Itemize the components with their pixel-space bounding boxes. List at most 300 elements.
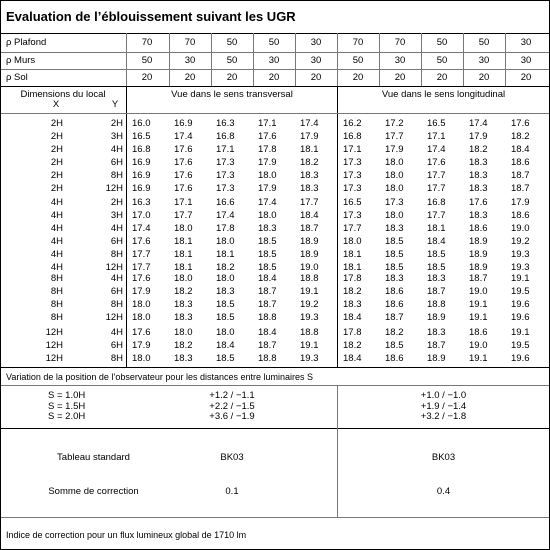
ugr-longitudinal-value: 18.6 — [385, 285, 404, 297]
room-y: 2H — [110, 197, 123, 208]
rho-value: 20 — [226, 72, 238, 83]
ugr-longitudinal-value: 18.2 — [343, 339, 362, 351]
ugr-transversal-value: 17.9 — [300, 130, 319, 142]
ugr-transversal-value: 19.1 — [300, 285, 319, 297]
ugr-longitudinal-value: 17.7 — [427, 182, 446, 194]
ugr-transversal-value: 18.0 — [216, 235, 235, 247]
ugr-transversal-value: 18.1 — [216, 248, 235, 260]
ugr-transversal-value: 18.2 — [174, 339, 193, 351]
ugr-longitudinal-value: 18.9 — [469, 235, 488, 247]
ugr-longitudinal-value: 19.3 — [511, 248, 530, 260]
room-x: 8H — [50, 311, 63, 323]
rho-label: ρ Sol — [6, 72, 28, 83]
divider — [463, 33, 464, 86]
ugr-transversal-value: 17.7 — [300, 197, 319, 208]
ugr-transversal-value: 18.0 — [216, 273, 235, 284]
ugr-longitudinal-value: 17.8 — [343, 273, 362, 284]
ugr-transversal-value: 18.4 — [216, 339, 235, 351]
room-x: 12H — [45, 339, 63, 351]
ugr-transversal-value: 16.9 — [132, 182, 151, 194]
ugr-longitudinal-value: 17.1 — [343, 143, 362, 155]
rho-value: 50 — [268, 37, 280, 48]
ugr-transversal-value: 18.0 — [132, 298, 151, 310]
ugr-longitudinal-value: 18.4 — [343, 352, 362, 364]
ugr-transversal-value: 17.0 — [132, 209, 151, 221]
ugr-transversal-value: 18.2 — [174, 285, 193, 297]
ugr-transversal-value: 18.4 — [258, 273, 277, 284]
ugr-transversal-value: 18.0 — [174, 273, 193, 284]
ugr-transversal-value: 17.8 — [216, 222, 235, 234]
ugr-transversal-value: 18.5 — [216, 298, 235, 310]
variation-transversal: +1.2 / −1.1 — [209, 390, 255, 401]
rho-value: 30 — [520, 55, 532, 66]
room-x: 8H — [50, 285, 63, 297]
ugr-longitudinal-value: 19.5 — [511, 339, 530, 351]
room-x: 12H — [45, 352, 63, 364]
room-y: 4H — [110, 143, 123, 155]
ugr-longitudinal-value: 18.4 — [511, 143, 530, 155]
ugr-transversal-value: 18.3 — [258, 222, 277, 234]
correction-longitudinal: 0.4 — [436, 486, 451, 497]
variation-transversal: +2.2 / −1.5 — [209, 400, 255, 412]
room-y: 6H — [110, 339, 123, 351]
rho-value: 20 — [184, 72, 196, 83]
ugr-transversal-value: 17.4 — [216, 209, 235, 221]
ugr-longitudinal-value: 18.3 — [427, 327, 446, 338]
rho-value: 30 — [478, 55, 490, 66]
ugr-transversal-value: 18.3 — [174, 311, 193, 323]
ugr-longitudinal-value: 17.7 — [427, 209, 446, 221]
ugr-longitudinal-value: 18.2 — [343, 285, 362, 297]
ugr-transversal-value: 18.7 — [258, 298, 277, 310]
ugr-transversal-value: 19.2 — [300, 298, 319, 310]
rho-value: 30 — [394, 55, 406, 66]
room-x: 2H — [50, 156, 63, 168]
room-y: 12H — [105, 182, 123, 194]
ugr-longitudinal-value: 17.6 — [511, 118, 530, 129]
ugr-longitudinal-value: 17.3 — [343, 156, 362, 168]
ugr-longitudinal-value: 19.1 — [469, 298, 488, 310]
ugr-longitudinal-value: 18.6 — [469, 327, 488, 338]
ugr-longitudinal-value: 18.2 — [385, 327, 404, 338]
longitudinal-header: Vue dans le sens longitudinal — [381, 89, 506, 100]
ugr-longitudinal-value: 19.2 — [511, 235, 530, 247]
rho-label: ρ Plafond — [6, 37, 47, 48]
ugr-transversal-value: 17.6 — [258, 130, 277, 142]
rho-value: 20 — [310, 72, 322, 83]
ugr-transversal-value: 18.8 — [258, 352, 277, 364]
correction-label: Somme de correction — [48, 486, 139, 497]
ugr-transversal-value: 16.9 — [132, 156, 151, 168]
standard-longitudinal: BK03 — [431, 452, 456, 463]
ugr-transversal-value: 18.2 — [300, 156, 319, 168]
ugr-longitudinal-value: 18.3 — [385, 273, 404, 284]
rho-value: 50 — [226, 37, 238, 48]
rho-value: 30 — [268, 55, 280, 66]
room-x: 4H — [50, 235, 63, 247]
rho-value: 20 — [394, 72, 406, 83]
ugr-transversal-value: 18.8 — [300, 327, 319, 338]
ugr-transversal-value: 17.6 — [132, 273, 151, 284]
rho-value: 20 — [268, 72, 280, 83]
rho-value: 70 — [184, 37, 196, 48]
ugr-longitudinal-value: 17.7 — [343, 222, 362, 234]
ugr-transversal-value: 18.9 — [300, 248, 319, 260]
ugr-longitudinal-value: 18.5 — [427, 248, 446, 260]
ugr-longitudinal-value: 17.6 — [469, 197, 488, 208]
divider — [126, 86, 127, 367]
ugr-transversal-value: 17.3 — [216, 182, 235, 194]
transversal-header: Vue dans le sens transversal — [171, 89, 293, 100]
ugr-transversal-value: 17.4 — [258, 197, 277, 208]
room-y: 4H — [110, 327, 123, 338]
ugr-longitudinal-value: 18.4 — [427, 235, 446, 247]
divider — [1, 33, 549, 34]
ugr-longitudinal-value: 18.1 — [343, 248, 362, 260]
room-y: 6H — [110, 285, 123, 297]
room-y: 2H — [110, 118, 123, 129]
ugr-transversal-value: 18.0 — [258, 209, 277, 221]
rho-value: 50 — [352, 55, 364, 66]
room-x: 4H — [50, 248, 63, 260]
ugr-longitudinal-value: 17.6 — [427, 156, 446, 168]
ugr-transversal-value: 18.3 — [300, 169, 319, 181]
ugr-transversal-value: 18.0 — [174, 327, 193, 338]
ugr-longitudinal-value: 17.3 — [343, 209, 362, 221]
spacing-label: S = 1.0H — [48, 390, 86, 401]
ugr-transversal-value: 18.7 — [258, 339, 277, 351]
room-x: 4H — [50, 261, 63, 273]
ugr-longitudinal-value: 18.5 — [385, 248, 404, 260]
rho-value: 50 — [436, 37, 448, 48]
ugr-transversal-value: 16.8 — [132, 143, 151, 155]
rho-value: 20 — [520, 72, 532, 83]
ugr-longitudinal-value: 18.5 — [385, 339, 404, 351]
ugr-longitudinal-value: 19.1 — [469, 311, 488, 323]
ugr-longitudinal-value: 19.1 — [511, 273, 530, 284]
ugr-transversal-value: 16.9 — [132, 169, 151, 181]
ugr-longitudinal-value: 16.8 — [343, 130, 362, 142]
room-x: 2H — [50, 169, 63, 181]
ugr-transversal-value: 17.7 — [174, 209, 193, 221]
ugr-longitudinal-value: 16.5 — [343, 197, 362, 208]
ugr-longitudinal-value: 18.0 — [385, 209, 404, 221]
rho-value: 50 — [226, 55, 238, 66]
ugr-longitudinal-value: 19.6 — [511, 352, 530, 364]
ugr-transversal-value: 17.6 — [174, 156, 193, 168]
ugr-transversal-value: 16.8 — [216, 130, 235, 142]
divider — [337, 428, 338, 517]
room-x: 2H — [50, 143, 63, 155]
rho-value: 30 — [310, 55, 322, 66]
ugr-longitudinal-value: 17.4 — [469, 118, 488, 129]
room-y: 8H — [110, 352, 123, 364]
ugr-longitudinal-value: 17.7 — [385, 130, 404, 142]
divider — [379, 33, 380, 86]
ugr-transversal-value: 17.6 — [174, 182, 193, 194]
ugr-transversal-value: 17.6 — [174, 143, 193, 155]
divider — [126, 33, 127, 86]
ugr-transversal-value: 18.3 — [216, 285, 235, 297]
ugr-longitudinal-value: 18.7 — [427, 285, 446, 297]
ugr-longitudinal-value: 19.0 — [469, 339, 488, 351]
rho-value: 70 — [141, 37, 153, 48]
ugr-longitudinal-value: 18.6 — [385, 298, 404, 310]
ugr-transversal-value: 18.0 — [132, 311, 151, 323]
rho-value: 30 — [184, 55, 196, 66]
ugr-transversal-value: 16.3 — [216, 118, 235, 129]
ugr-transversal-value: 18.1 — [174, 248, 193, 260]
standard-table-label: Tableau standard — [57, 452, 130, 463]
room-y: 8H — [110, 248, 123, 260]
room-x: 8H — [50, 273, 63, 284]
ugr-longitudinal-value: 18.7 — [511, 182, 530, 194]
ugr-longitudinal-value: 18.2 — [511, 130, 530, 142]
variation-title: Variation de la position de l’observateur pour les distances entre luminaires S — [6, 372, 314, 382]
ugr-transversal-value: 18.7 — [300, 222, 319, 234]
ugr-transversal-value: 18.5 — [258, 248, 277, 260]
ugr-transversal-value: 18.0 — [132, 352, 151, 364]
room-y: 3H — [110, 209, 123, 221]
footer-note: Indice de correction pour un flux lumineux global de 1710 lm — [6, 530, 247, 540]
room-y: 4H — [110, 273, 123, 284]
ugr-longitudinal-value: 18.9 — [427, 352, 446, 364]
divider — [253, 33, 254, 86]
ugr-transversal-value: 18.2 — [216, 261, 235, 273]
ugr-longitudinal-value: 19.0 — [511, 222, 530, 234]
divider — [1, 385, 549, 386]
ugr-longitudinal-value: 18.0 — [343, 235, 362, 247]
rho-value: 20 — [141, 72, 153, 83]
ugr-longitudinal-value: 19.5 — [511, 285, 530, 297]
ugr-longitudinal-value: 19.3 — [511, 261, 530, 273]
ugr-longitudinal-value: 17.9 — [511, 197, 530, 208]
room-x: 4H — [50, 222, 63, 234]
rho-label: ρ Murs — [6, 55, 36, 66]
standard-transversal: BK03 — [220, 452, 244, 463]
room-x: 2H — [50, 118, 63, 129]
ugr-longitudinal-value: 18.2 — [469, 143, 488, 155]
ugr-longitudinal-value: 18.3 — [427, 273, 446, 284]
divider — [1, 428, 549, 429]
x-header: X — [52, 99, 60, 110]
ugr-longitudinal-value: 18.3 — [385, 222, 404, 234]
ugr-transversal-value: 17.4 — [174, 130, 193, 142]
ugr-transversal-value: 18.1 — [300, 143, 319, 155]
ugr-transversal-value: 17.9 — [132, 285, 151, 297]
ugr-transversal-value: 17.6 — [174, 169, 193, 181]
ugr-transversal-value: 17.9 — [132, 339, 151, 351]
ugr-transversal-value: 17.3 — [216, 169, 235, 181]
room-y: 6H — [110, 235, 123, 247]
room-y: 8H — [110, 169, 123, 181]
ugr-transversal-value: 17.1 — [174, 197, 193, 208]
rho-value: 30 — [520, 37, 532, 48]
ugr-longitudinal-value: 18.8 — [427, 298, 446, 310]
ugr-longitudinal-value: 18.1 — [343, 261, 362, 273]
variation-longitudinal: +1.0 / −1.0 — [420, 390, 467, 401]
ugr-longitudinal-value: 17.4 — [427, 143, 446, 155]
ugr-transversal-value: 17.6 — [132, 327, 151, 338]
ugr-transversal-value: 18.7 — [258, 285, 277, 297]
rho-value: 70 — [352, 37, 364, 48]
room-x: 2H — [50, 130, 63, 142]
ugr-longitudinal-value: 18.5 — [385, 235, 404, 247]
ugr-longitudinal-value: 17.9 — [469, 130, 488, 142]
room-y: 12H — [105, 261, 123, 273]
ugr-transversal-value: 17.9 — [258, 182, 277, 194]
room-y: 4H — [110, 222, 123, 234]
divider — [337, 385, 338, 428]
ugr-transversal-value: 17.7 — [132, 248, 151, 260]
ugr-transversal-value: 18.5 — [258, 235, 277, 247]
divider — [1, 86, 549, 87]
ugr-transversal-value: 18.1 — [174, 235, 193, 247]
ugr-longitudinal-value: 19.0 — [469, 285, 488, 297]
table-title: Evaluation de l’éblouissement suivant les UGR — [6, 9, 296, 24]
room-y: 3H — [110, 130, 123, 142]
ugr-longitudinal-value: 18.4 — [343, 311, 362, 323]
ugr-transversal-value: 18.8 — [258, 311, 277, 323]
rho-value: 20 — [352, 72, 364, 83]
ugr-transversal-value: 18.8 — [300, 273, 319, 284]
rho-value: 20 — [478, 72, 490, 83]
rho-value: 30 — [310, 37, 322, 48]
ugr-longitudinal-value: 18.7 — [427, 339, 446, 351]
divider — [295, 33, 296, 86]
ugr-transversal-value: 16.3 — [132, 197, 151, 208]
ugr-transversal-value: 19.3 — [300, 311, 319, 323]
ugr-longitudinal-value: 17.1 — [427, 130, 446, 142]
ugr-transversal-value: 18.9 — [300, 235, 319, 247]
variation-transversal: +3.6 / −1.9 — [209, 411, 255, 422]
ugr-longitudinal-value: 18.0 — [385, 156, 404, 168]
ugr-transversal-value: 16.9 — [174, 118, 193, 129]
ugr-longitudinal-value: 19.6 — [511, 298, 530, 310]
ugr-transversal-value: 17.1 — [258, 118, 277, 129]
room-x: 2H — [50, 182, 63, 194]
ugr-longitudinal-value: 18.6 — [511, 156, 530, 168]
divider — [1, 517, 549, 518]
rho-value: 50 — [478, 37, 490, 48]
room-y: 6H — [110, 156, 123, 168]
ugr-transversal-value: 16.5 — [132, 130, 151, 142]
ugr-longitudinal-value: 18.6 — [385, 352, 404, 364]
ugr-transversal-value: 17.4 — [132, 222, 151, 234]
ugr-longitudinal-value: 18.3 — [469, 169, 488, 181]
spacing-label: S = 2.0H — [48, 411, 86, 422]
ugr-transversal-value: 18.5 — [216, 352, 235, 364]
ugr-longitudinal-value: 18.1 — [427, 222, 446, 234]
ugr-longitudinal-value: 17.9 — [385, 143, 404, 155]
ugr-longitudinal-value: 17.3 — [385, 197, 404, 208]
room-x: 4H — [50, 209, 63, 221]
ugr-transversal-value: 18.5 — [258, 261, 277, 273]
ugr-longitudinal-value: 18.6 — [511, 209, 530, 221]
y-header: Y — [111, 99, 119, 110]
ugr-longitudinal-value: 19.1 — [469, 352, 488, 364]
ugr-transversal-value: 19.1 — [300, 339, 319, 351]
ugr-transversal-value: 18.3 — [300, 182, 319, 194]
ugr-transversal-value: 18.4 — [258, 327, 277, 338]
ugr-longitudinal-value: 18.9 — [469, 261, 488, 273]
variation-longitudinal: +1.9 / −1.4 — [420, 400, 467, 412]
room-y: 12H — [105, 311, 123, 323]
divider — [337, 86, 338, 367]
dimensions-header: Dimensions du local — [20, 89, 106, 100]
ugr-longitudinal-value: 17.8 — [343, 327, 362, 338]
ugr-transversal-value: 17.1 — [216, 143, 235, 155]
divider — [211, 33, 212, 86]
ugr-longitudinal-value: 18.3 — [469, 182, 488, 194]
variation-longitudinal: +3.2 / −1.8 — [420, 411, 467, 422]
room-x: 4H — [50, 197, 63, 208]
rho-value: 70 — [394, 37, 406, 48]
ugr-longitudinal-value: 18.7 — [511, 169, 530, 181]
divider — [1, 113, 549, 114]
divider — [1, 52, 549, 53]
ugr-transversal-value: 19.0 — [300, 261, 319, 273]
rho-value: 20 — [436, 72, 448, 83]
room-x: 8H — [50, 298, 63, 310]
ugr-longitudinal-value: 17.2 — [385, 118, 404, 129]
ugr-longitudinal-value: 18.0 — [385, 182, 404, 194]
ugr-transversal-value: 18.5 — [216, 311, 235, 323]
ugr-transversal-value: 17.8 — [258, 143, 277, 155]
divider — [1, 69, 549, 70]
ugr-longitudinal-value: 18.7 — [469, 273, 488, 284]
ugr-transversal-value: 17.9 — [258, 156, 277, 168]
ugr-longitudinal-value: 16.5 — [427, 118, 446, 129]
ugr-transversal-value: 18.4 — [300, 209, 319, 221]
divider — [337, 33, 338, 86]
rho-value: 50 — [141, 55, 153, 66]
correction-transversal: 0.1 — [225, 486, 239, 497]
spacing-label: S = 1.5H — [48, 400, 86, 412]
ugr-longitudinal-value: 18.3 — [469, 156, 488, 168]
ugr-transversal-value: 16.0 — [132, 118, 151, 129]
room-y: 8H — [110, 298, 123, 310]
ugr-transversal-value: 17.4 — [300, 118, 319, 129]
divider — [169, 33, 170, 86]
ugr-longitudinal-value: 18.9 — [427, 311, 446, 323]
ugr-longitudinal-value: 18.7 — [385, 311, 404, 323]
divider — [505, 33, 506, 86]
divider — [1, 367, 549, 368]
divider — [421, 33, 422, 86]
ugr-longitudinal-value: 17.3 — [343, 169, 362, 181]
ugr-transversal-value: 18.0 — [258, 169, 277, 181]
ugr-longitudinal-value: 18.3 — [469, 209, 488, 221]
ugr-transversal-value: 18.3 — [174, 352, 193, 364]
ugr-longitudinal-value: 17.3 — [343, 182, 362, 194]
ugr-longitudinal-value: 18.9 — [469, 248, 488, 260]
ugr-transversal-value: 18.1 — [174, 261, 193, 273]
rho-value: 50 — [436, 55, 448, 66]
ugr-longitudinal-value: 19.6 — [511, 311, 530, 323]
ugr-transversal-value: 18.0 — [216, 327, 235, 338]
ugr-longitudinal-value: 19.1 — [511, 327, 530, 338]
ugr-longitudinal-value: 18.3 — [343, 298, 362, 310]
ugr-transversal-value: 18.0 — [174, 222, 193, 234]
ugr-transversal-value: 19.3 — [300, 352, 319, 364]
ugr-longitudinal-value: 17.7 — [427, 169, 446, 181]
ugr-longitudinal-value: 16.8 — [427, 197, 446, 208]
ugr-longitudinal-value: 18.0 — [385, 169, 404, 181]
ugr-transversal-value: 16.6 — [216, 197, 235, 208]
ugr-longitudinal-value: 18.5 — [427, 261, 446, 273]
ugr-longitudinal-value: 18.5 — [385, 261, 404, 273]
